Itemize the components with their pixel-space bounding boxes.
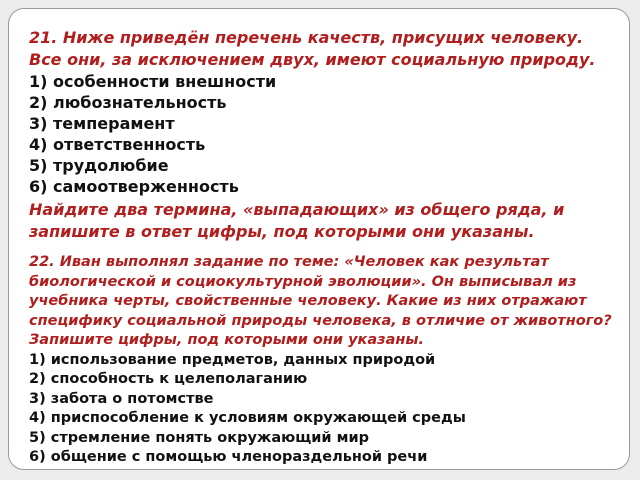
option-item: 6) самоотверженность xyxy=(29,177,239,196)
option-item: 5) трудолюбие xyxy=(29,156,169,175)
content-card xyxy=(8,8,630,470)
question-21-prompt: 21. Ниже приведён перечень качеств, присущих человеку. Все они, за исключением двух, имеют социальную природу. xyxy=(29,28,596,69)
option-item: 5) стремление понять окружающий мир xyxy=(29,429,370,446)
option-item: 1) использование предметов, данных природой xyxy=(29,351,436,368)
question-22-options xyxy=(29,351,619,468)
option-item: 1) особенности внешности xyxy=(29,72,277,91)
option-item: 4) приспособление к условиям окружающей среды xyxy=(29,410,466,426)
option-item: 6) общение с помощью членораздельной речи xyxy=(29,449,428,465)
option-item: 4) ответственность xyxy=(29,135,206,154)
option-item: 2) любознательность xyxy=(29,93,227,112)
question-22-prompt: 22. Иван выполнял задание по теме: «Человек как результат биологической и социокультурной эволюции». Он выписывал из учебника черты, свойственные человеку. Какие из них отражают специфику социальной природы человека, в отличие от животного? Запишите цифры, под которыми они указаны. xyxy=(29,254,612,348)
option-item: 3) темперамент xyxy=(29,114,175,133)
option-item: 3) забота о потомстве xyxy=(29,390,214,407)
question-21 xyxy=(29,27,619,243)
question-22 xyxy=(29,253,619,468)
question-21-options xyxy=(29,71,619,197)
option-item: 2) способность к целеполаганию xyxy=(29,371,308,387)
question-21-instruction: Найдите два термина, «выпадающих» из общего ряда, и запишите в ответ цифры, под которыми они указаны. xyxy=(29,200,565,241)
